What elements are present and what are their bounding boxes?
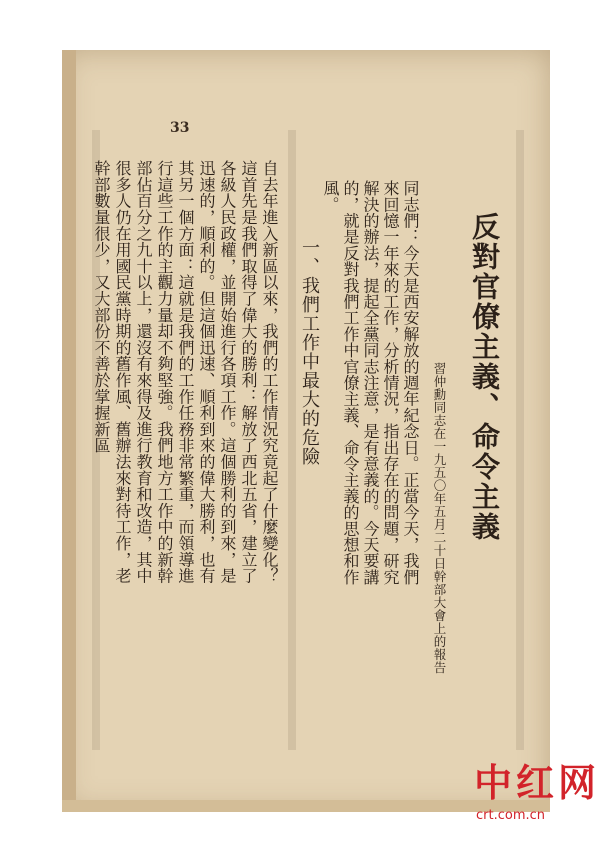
watermark-url: crt.com.cn [476,808,546,823]
watermark-logo: 中红网 [474,761,600,805]
article-subtitle: 習仲勳同志在一九五〇年五月二十日幹部大會上的報告 [432,362,447,674]
bleed-through-column [516,130,524,750]
intro-paragraph: 同志們：今天是西安解放的週年紀念日。正當今天，我們來回憶一年來的工作，分析情況，指出存在的問題，研究解決的辦法，提起全黨同志注意，是有意義的。今天要講的，就是反對我們工作中官僚主義、命令主義的思想和作風。 [321,180,420,585]
page-spine-shadow [62,50,76,812]
article-title: 反對官僚主義、命令主義 [468,212,501,542]
page-number: 33 [170,120,190,136]
body-paragraph: 自去年進入新區以來，我們的工作情況究竟起了什麼變化？這首先是我們取得了偉大的勝利：解放了西北五省，建立了各級人民政權，並開始進行各項工作。這個勝利的到來，是迅速的，順利的。但這個迅速、順利到來的偉大勝利，也有其另一個方面：這就是我們的工作任務非常繁重，而領導進行這些工作的主觀力量却不夠堅強。我們地方工作中的新幹部佔百分之九十以上，還沒有來得及進行教育和改造，其中很多人仍在用國民黨時期的舊作風、舊辦法來對待工作，老幹部數量很少，又大部份不善於掌握新區 [92,160,279,584]
bleed-through-column [288,130,296,750]
section-heading: 一、我們工作中最大的危險 [299,238,320,466]
